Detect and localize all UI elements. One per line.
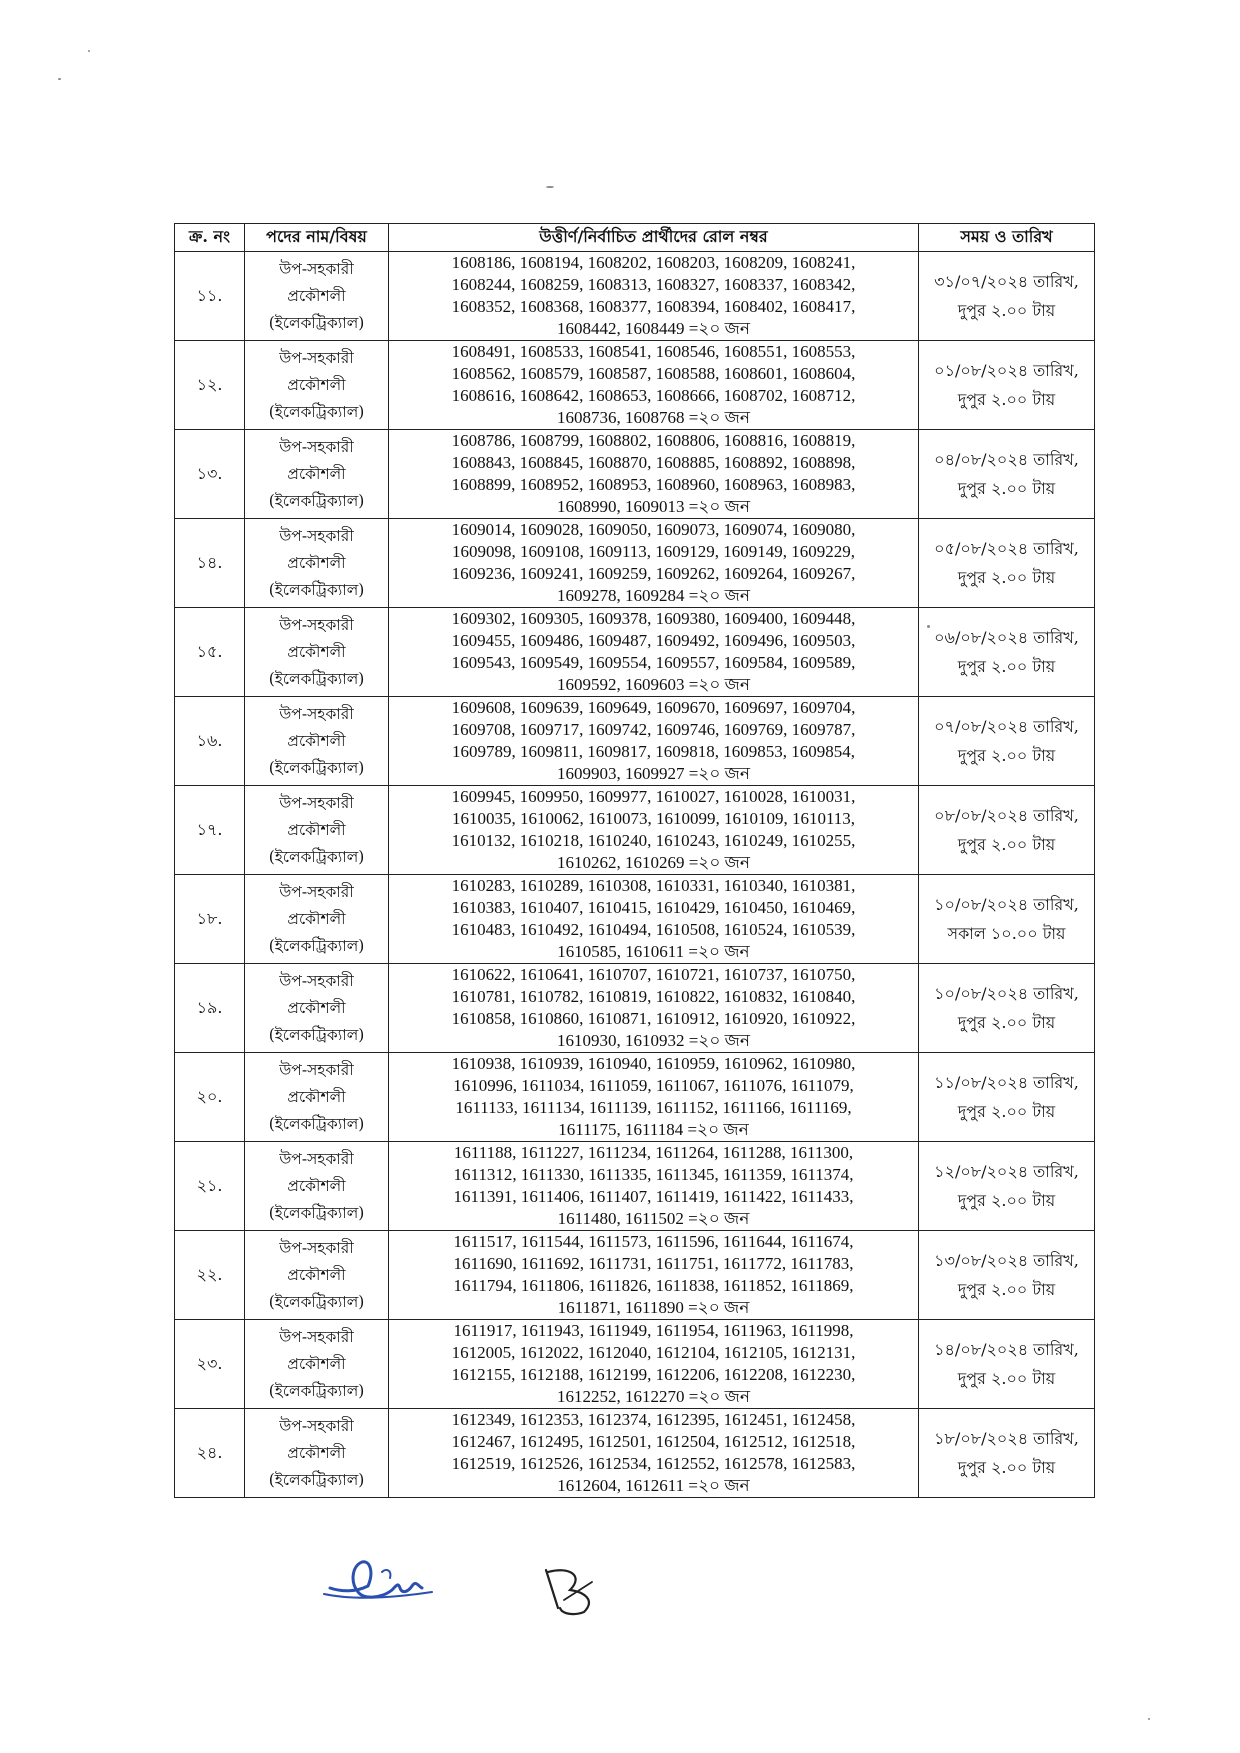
exam-time: দুপুর ২.০০ টায় xyxy=(957,1102,1056,1121)
roll-numbers-cell xyxy=(389,697,919,786)
exam-date: ১৩/০৮/২০২৪ তারিখ, xyxy=(934,1251,1079,1270)
exam-date: ০৮/০৮/২০২৪ তারিখ, xyxy=(934,806,1079,825)
table-row xyxy=(175,1409,1095,1498)
table-row xyxy=(175,875,1095,964)
serial-number-cell: ২৩. xyxy=(175,1320,245,1409)
roll-numbers-line: 1609708, 1609717, 1609742, 1609746, 1609769, 1609787, xyxy=(451,720,856,739)
roll-numbers-line: 1612467, 1612495, 1612501, 1612504, 1612512, 1612518, xyxy=(451,1432,856,1451)
post-name-cell xyxy=(245,1231,389,1320)
roll-numbers-line: 1608736, 1608768 =২০ জন xyxy=(556,408,751,427)
serial-number-cell: ১৮. xyxy=(175,875,245,964)
post-name-line: প্রকৌশলী xyxy=(287,1443,346,1462)
roll-numbers-cell xyxy=(389,875,919,964)
serial-number-cell: ১৯. xyxy=(175,964,245,1053)
table-row xyxy=(175,1231,1095,1320)
roll-numbers-line: 1610483, 1610492, 1610494, 1610508, 1610524, 1610539, xyxy=(451,920,856,939)
roll-numbers-line: 1612349, 1612353, 1612374, 1612395, 1612451, 1612458, xyxy=(451,1410,856,1429)
serial-number-cell: ২০. xyxy=(175,1053,245,1142)
post-name-line: উপ-সহকারী xyxy=(279,1327,354,1346)
roll-numbers-line: 1610858, 1610860, 1610871, 1610912, 1610920, 1610922, xyxy=(451,1009,856,1028)
roll-numbers-line: 1608491, 1608533, 1608541, 1608546, 1608551, 1608553, xyxy=(451,342,856,361)
roll-numbers-line: 1608352, 1608368, 1608377, 1608394, 1608402, 1608417, xyxy=(451,297,856,316)
roll-numbers-line: 1609945, 1609950, 1609977, 1610027, 1610028, 1610031, xyxy=(451,787,856,806)
exam-date: ০৬/০৮/২০২৪ তারিখ, xyxy=(934,628,1079,647)
post-name-line: উপ-সহকারী xyxy=(279,526,354,545)
post-name-line: (ইলেকট্রিক্যাল) xyxy=(268,1381,365,1400)
post-name-line: (ইলেকট্রিক্যাল) xyxy=(268,847,365,866)
roll-numbers-line: 1609789, 1609811, 1609817, 1609818, 1609853, 1609854, xyxy=(451,742,856,761)
exam-date: ১২/০৮/২০২৪ তারিখ, xyxy=(934,1162,1079,1181)
roll-numbers-line: 1611794, 1611806, 1611826, 1611838, 1611852, 1611869, xyxy=(453,1276,854,1295)
roll-numbers-line: 1611871, 1611890 =২০ জন xyxy=(557,1298,750,1317)
post-name-line: প্রকৌশলী xyxy=(287,553,346,572)
roll-numbers-line: 1611517, 1611544, 1611573, 1611596, 1611644, 1611674, xyxy=(453,1232,854,1251)
roll-numbers-cell xyxy=(389,430,919,519)
post-name-cell xyxy=(245,608,389,697)
post-name-line: (ইলেকট্রিক্যাল) xyxy=(268,1203,365,1222)
roll-numbers-line: 1609608, 1609639, 1609649, 1609670, 1609697, 1609704, xyxy=(451,698,856,717)
schedule-cell xyxy=(919,341,1095,430)
schedule-cell xyxy=(919,1409,1095,1498)
exam-time: দুপুর ২.০০ টায় xyxy=(957,746,1056,765)
post-name-cell xyxy=(245,875,389,964)
post-name-line: উপ-সহকারী xyxy=(279,971,354,990)
table-row xyxy=(175,964,1095,1053)
roll-numbers-line: 1609302, 1609305, 1609378, 1609380, 1609400, 1609448, xyxy=(451,609,856,628)
roll-numbers-line: 1608899, 1608952, 1608953, 1608960, 1608963, 1608983, xyxy=(451,475,856,494)
serial-number-cell: ১৬. xyxy=(175,697,245,786)
serial-number-cell: ১৭. xyxy=(175,786,245,875)
roll-numbers-line: 1612252, 1612270 =২০ জন xyxy=(556,1387,751,1406)
schedule-cell xyxy=(919,1231,1095,1320)
roll-numbers-line: 1611133, 1611134, 1611139, 1611152, 1611166, 1611169, xyxy=(455,1098,852,1117)
post-name-line: উপ-সহকারী xyxy=(279,1060,354,1079)
header-serial: ক্র. নং xyxy=(175,224,245,252)
roll-numbers-line: 1609455, 1609486, 1609487, 1609492, 1609496, 1609503, xyxy=(451,631,856,650)
exam-time: দুপুর ২.০০ টায় xyxy=(957,1191,1056,1210)
schedule-cell xyxy=(919,786,1095,875)
post-name-line: উপ-সহকারী xyxy=(279,437,354,456)
post-name-line: প্রকৌশলী xyxy=(287,1265,346,1284)
post-name-cell xyxy=(245,1142,389,1231)
roll-numbers-line: 1609014, 1609028, 1609050, 1609073, 1609074, 1609080, xyxy=(451,520,856,539)
roll-numbers-line: 1608990, 1609013 =২০ জন xyxy=(556,497,751,516)
roll-numbers-line: 1610132, 1610218, 1610240, 1610243, 1610249, 1610255, xyxy=(451,831,856,850)
schedule-cell xyxy=(919,1142,1095,1231)
post-name-line: প্রকৌশলী xyxy=(287,1087,346,1106)
exam-date: ১০/০৮/২০২৪ তারিখ, xyxy=(934,895,1079,914)
schedule-cell xyxy=(919,697,1095,786)
roll-numbers-cell xyxy=(389,519,919,608)
exam-time: দুপুর ২.০০ টায় xyxy=(957,301,1056,320)
roll-numbers-line: 1608186, 1608194, 1608202, 1608203, 1608209, 1608241, xyxy=(451,253,856,272)
roll-numbers-cell xyxy=(389,608,919,697)
roll-numbers-line: 1611690, 1611692, 1611731, 1611751, 1611772, 1611783, xyxy=(453,1254,854,1273)
post-name-line: প্রকৌশলী xyxy=(287,286,346,305)
roll-numbers-line: 1608616, 1608642, 1608653, 1608666, 1608702, 1608712, xyxy=(451,386,856,405)
schedule-cell xyxy=(919,875,1095,964)
table-header-row xyxy=(175,224,1095,252)
table-row xyxy=(175,608,1095,697)
exam-date: ১৪/০৮/২০২৪ তারিখ, xyxy=(934,1340,1079,1359)
post-name-cell xyxy=(245,341,389,430)
roll-numbers-line: 1610585, 1610611 =২০ জন xyxy=(557,942,750,961)
serial-number-cell: ১২. xyxy=(175,341,245,430)
roll-numbers-cell xyxy=(389,964,919,1053)
roll-numbers-line: 1609278, 1609284 =২০ জন xyxy=(556,586,751,605)
header-post: পদের নাম/বিষয় xyxy=(245,224,389,252)
scan-speck xyxy=(1148,1718,1150,1720)
exam-time: দুপুর ২.০০ টায় xyxy=(957,390,1056,409)
serial-number-cell: ১১. xyxy=(175,252,245,341)
roll-numbers-cell xyxy=(389,252,919,341)
roll-numbers-line: 1611312, 1611330, 1611335, 1611345, 1611359, 1611374, xyxy=(453,1165,854,1184)
post-name-line: (ইলেকট্রিক্যাল) xyxy=(268,1025,365,1044)
roll-numbers-line: 1610283, 1610289, 1610308, 1610331, 1610340, 1610381, xyxy=(451,876,856,895)
roll-numbers-line: 1611917, 1611943, 1611949, 1611954, 1611963, 1611998, xyxy=(453,1321,854,1340)
exam-time: দুপুর ২.০০ টায় xyxy=(957,657,1056,676)
roll-numbers-line: 1612519, 1612526, 1612534, 1612552, 1612578, 1612583, xyxy=(451,1454,856,1473)
post-name-line: (ইলেকট্রিক্যাল) xyxy=(268,1470,365,1489)
roll-numbers-line: 1610262, 1610269 =২০ জন xyxy=(556,853,751,872)
table-row xyxy=(175,1053,1095,1142)
table-row xyxy=(175,697,1095,786)
roll-numbers-cell xyxy=(389,1320,919,1409)
exam-time: দুপুর ২.০০ টায় xyxy=(957,1369,1056,1388)
roll-numbers-cell xyxy=(389,786,919,875)
roll-numbers-line: 1612604, 1612611 =২০ জন xyxy=(557,1476,750,1495)
roll-numbers-cell xyxy=(389,341,919,430)
roll-numbers-line: 1611480, 1611502 =২০ জন xyxy=(557,1209,750,1228)
exam-date: ০৫/০৮/২০২৪ তারিখ, xyxy=(934,539,1079,558)
roll-numbers-line: 1610996, 1611034, 1611059, 1611067, 1611076, 1611079, xyxy=(453,1076,854,1095)
post-name-line: উপ-সহকারী xyxy=(279,793,354,812)
roll-numbers-line: 1608244, 1608259, 1608313, 1608327, 1608337, 1608342, xyxy=(451,275,856,294)
serial-number-cell: ১৫. xyxy=(175,608,245,697)
post-name-line: প্রকৌশলী xyxy=(287,820,346,839)
post-name-line: উপ-সহকারী xyxy=(279,882,354,901)
header-rolls: উত্তীর্ণ/নির্বাচিত প্রার্থীদের রোল নম্বর xyxy=(389,224,919,252)
roll-number-table xyxy=(174,223,1095,1498)
post-name-line: উপ-সহকারী xyxy=(279,348,354,367)
exam-time: দুপুর ২.০০ টায় xyxy=(957,1458,1056,1477)
exam-date: ১১/০৮/২০২৪ তারিখ, xyxy=(934,1073,1079,1092)
post-name-cell xyxy=(245,430,389,519)
schedule-cell xyxy=(919,1320,1095,1409)
post-name-cell xyxy=(245,697,389,786)
roll-numbers-line: 1610930, 1610932 =২০ জন xyxy=(556,1031,751,1050)
roll-numbers-line: 1608442, 1608449 =২০ জন xyxy=(556,319,751,338)
roll-numbers-line: 1608786, 1608799, 1608802, 1608806, 1608816, 1608819, xyxy=(451,431,856,450)
roll-numbers-line: 1612155, 1612188, 1612199, 1612206, 1612208, 1612230, xyxy=(451,1365,856,1384)
post-name-line: প্রকৌশলী xyxy=(287,731,346,750)
table-row xyxy=(175,430,1095,519)
signature-blue xyxy=(322,1542,442,1612)
schedule-cell xyxy=(919,1053,1095,1142)
roll-numbers-cell xyxy=(389,1053,919,1142)
schedule-cell xyxy=(919,252,1095,341)
roll-numbers-line: 1610383, 1610407, 1610415, 1610429, 1610450, 1610469, xyxy=(451,898,856,917)
post-name-line: (ইলেকট্রিক্যাল) xyxy=(268,758,365,777)
roll-numbers-cell xyxy=(389,1409,919,1498)
serial-number-cell: ২২. xyxy=(175,1231,245,1320)
post-name-cell xyxy=(245,1320,389,1409)
exam-date: ১০/০৮/২০২৪ তারিখ, xyxy=(934,984,1079,1003)
post-name-line: উপ-সহকারী xyxy=(279,259,354,278)
post-name-cell xyxy=(245,1053,389,1142)
exam-date: ০৭/০৮/২০২৪ তারিখ, xyxy=(934,717,1079,736)
table-row xyxy=(175,519,1095,608)
post-name-line: প্রকৌশলী xyxy=(287,375,346,394)
post-name-cell xyxy=(245,252,389,341)
post-name-line: প্রকৌশলী xyxy=(287,642,346,661)
schedule-cell xyxy=(919,608,1095,697)
roll-numbers-line: 1609543, 1609549, 1609554, 1609557, 1609584, 1609589, xyxy=(451,653,856,672)
post-name-line: (ইলেকট্রিক্যাল) xyxy=(268,669,365,688)
schedule-cell xyxy=(919,430,1095,519)
post-name-line: (ইলেকট্রিক্যাল) xyxy=(268,1114,365,1133)
header-schedule: সময় ও তারিখ xyxy=(919,224,1095,252)
exam-date: ৩১/০৭/২০২৪ তারিখ, xyxy=(934,272,1079,291)
signature-black xyxy=(540,1560,610,1620)
post-name-line: (ইলেকট্রিক্যাল) xyxy=(268,313,365,332)
exam-time: দুপুর ২.০০ টায় xyxy=(957,1013,1056,1032)
serial-number-cell: ১৪. xyxy=(175,519,245,608)
post-name-line: প্রকৌশলী xyxy=(287,464,346,483)
exam-date: ০১/০৮/২০২৪ তারিখ, xyxy=(934,361,1079,380)
serial-number-cell: ২৪. xyxy=(175,1409,245,1498)
post-name-line: প্রকৌশলী xyxy=(287,998,346,1017)
table-row xyxy=(175,1142,1095,1231)
post-name-line: প্রকৌশলী xyxy=(287,909,346,928)
post-name-line: (ইলেকট্রিক্যাল) xyxy=(268,491,365,510)
roll-numbers-line: 1609903, 1609927 =২০ জন xyxy=(556,764,751,783)
roll-numbers-line: 1610035, 1610062, 1610073, 1610099, 1610109, 1610113, xyxy=(451,809,856,828)
post-name-line: প্রকৌশলী xyxy=(287,1354,346,1373)
scan-speck xyxy=(546,186,554,188)
roll-numbers-line: 1612005, 1612022, 1612040, 1612104, 1612105, 1612131, xyxy=(451,1343,856,1362)
post-name-cell xyxy=(245,964,389,1053)
schedule-cell xyxy=(919,964,1095,1053)
exam-time: দুপুর ২.০০ টায় xyxy=(957,479,1056,498)
roll-numbers-line: 1609592, 1609603 =২০ জন xyxy=(556,675,751,694)
roll-numbers-line: 1610938, 1610939, 1610940, 1610959, 1610962, 1610980, xyxy=(451,1054,856,1073)
scan-speck xyxy=(88,50,90,52)
post-name-line: উপ-সহকারী xyxy=(279,615,354,634)
roll-numbers-cell xyxy=(389,1231,919,1320)
roll-numbers-line: 1608562, 1608579, 1608587, 1608588, 1608601, 1608604, xyxy=(451,364,856,383)
roll-numbers-line: 1611391, 1611406, 1611407, 1611419, 1611422, 1611433, xyxy=(453,1187,854,1206)
post-name-line: (ইলেকট্রিক্যাল) xyxy=(268,580,365,599)
roll-numbers-line: 1608843, 1608845, 1608870, 1608885, 1608892, 1608898, xyxy=(451,453,856,472)
table-row xyxy=(175,1320,1095,1409)
post-name-line: উপ-সহকারী xyxy=(279,1238,354,1257)
post-name-line: (ইলেকট্রিক্যাল) xyxy=(268,1292,365,1311)
exam-time: সকাল ১০.০০ টায় xyxy=(947,924,1066,943)
post-name-cell xyxy=(245,1409,389,1498)
exam-time: দুপুর ২.০০ টায় xyxy=(957,568,1056,587)
table-row xyxy=(175,252,1095,341)
exam-date: ০৪/০৮/২০২৪ তারিখ, xyxy=(934,450,1079,469)
roll-numbers-line: 1611175, 1611184 =২০ জন xyxy=(558,1120,749,1139)
roll-numbers-line: 1611188, 1611227, 1611234, 1611264, 1611288, 1611300, xyxy=(453,1143,854,1162)
post-name-line: (ইলেকট্রিক্যাল) xyxy=(268,402,365,421)
scan-speck xyxy=(58,78,61,80)
exam-date: ১৮/০৮/২০২৪ তারিখ, xyxy=(934,1429,1079,1448)
roll-numbers-line: 1610622, 1610641, 1610707, 1610721, 1610737, 1610750, xyxy=(451,965,856,984)
post-name-cell xyxy=(245,786,389,875)
exam-time: দুপুর ২.০০ টায় xyxy=(957,1280,1056,1299)
table-row xyxy=(175,341,1095,430)
roll-numbers-line: 1609098, 1609108, 1609113, 1609129, 1609149, 1609229, xyxy=(451,542,856,561)
roll-numbers-line: 1609236, 1609241, 1609259, 1609262, 1609264, 1609267, xyxy=(451,564,856,583)
post-name-line: (ইলেকট্রিক্যাল) xyxy=(268,936,365,955)
serial-number-cell: ২১. xyxy=(175,1142,245,1231)
table-row xyxy=(175,786,1095,875)
exam-time: দুপুর ২.০০ টায় xyxy=(957,835,1056,854)
table-body xyxy=(175,252,1095,1498)
roll-numbers-cell xyxy=(389,1142,919,1231)
schedule-cell xyxy=(919,519,1095,608)
roll-numbers-line: 1610781, 1610782, 1610819, 1610822, 1610832, 1610840, xyxy=(451,987,856,1006)
post-name-line: উপ-সহকারী xyxy=(279,1149,354,1168)
post-name-cell xyxy=(245,519,389,608)
serial-number-cell: ১৩. xyxy=(175,430,245,519)
post-name-line: উপ-সহকারী xyxy=(279,704,354,723)
post-name-line: প্রকৌশলী xyxy=(287,1176,346,1195)
post-name-line: উপ-সহকারী xyxy=(279,1416,354,1435)
